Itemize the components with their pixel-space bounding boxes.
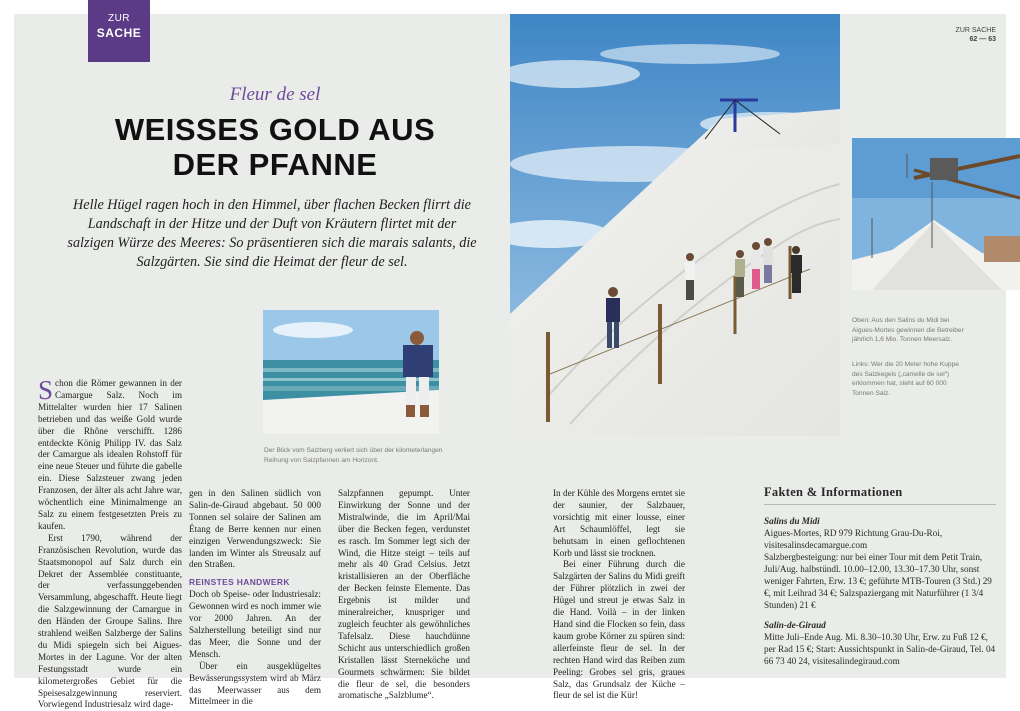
paragraph-text: chon die Römer gewannen in der Camargue Salz. Noch im Mittelalter wurden hier 17 Salinen betrieben und das weiße Gold wurde über die Rhône verschifft. 1286 entdeckte König Philipp IV. das Salz der Camargue als idealen Rohstoff für eine neue Steuer und führte die gabelle ein. Diese Salzsteuer zwang jeden Franzosen, der älter als acht Jahre war, wöchentlich eine Minimalmenge an Salz zu einem festgesetzten Preis zu kaufen. — [38, 378, 182, 531]
section-tag — [88, 0, 150, 62]
paragraph: gen in den Salinen südlich von Salin-de-Giraud abgebaut. 50 000 Tonnen sel solaire der Salinen am Étang de Berre kennen nur einen einzigen Verwendungszweck: Sie landen im Winter als Streusalz auf den Straßen. — [189, 488, 321, 570]
paragraph: Doch ob Speise- oder Industriesalz: Gewonnen wird es noch immer wie vor 2000 Jahren. An der Salzherstellung beteiligt sind nur das Meer, die Sonne und der Mensch. — [189, 589, 321, 659]
subheading: REINSTES HANDWERK — [189, 577, 290, 588]
paragraph: Erst 1790, während der Französischen Revolution, wurde das Staatsmonopol auf Salz durch ein Dekret der Assemblée constituante, der verfassunggebenden Versammlung, abgeschafft. Heute liegt die Salzgewinnung der Camargue in den Händen der Groupe Salins. Ihre strahlend weißen Salzberge der Salins du Midi spiegeln sich bei Aigues-Mortes in der Lagune. Vor der alten Festungsstadt wurde ein kilometergroßes Gebiet für die Speisesalzgewinnung reserviert. Vorwiegend Industriesalz wird dage- — [38, 532, 182, 710]
paragraph: Über ein ausgeklügeltes Bewässerungssystem wird ab März das Meerwasser aus dem Mittelmeer in die — [189, 660, 321, 707]
right-bottom-caption: Links: Wer die 20 Meter hohe Kuppe des Salzkegels („camelle de sel“) erklommen hat, steht auf 60 000 Tonnen Salz. — [852, 361, 959, 397]
salt-cone-photo — [852, 138, 1020, 290]
page-number — [956, 26, 996, 44]
paragraph — [38, 375, 182, 533]
article-lead: Helle Hügel ragen hoch in den Himmel, über flachen Becken flirrt die Landschaft in der Hitze und der Duft von Kräutern flirtet mit der salzigen Würze des Meeres: So präsentieren sich die marais salants, die Salzgärten. Sie sind die Heimat der fleur de sel. — [67, 197, 477, 270]
facts-text-3: Mitte Juli–Ende Aug. Mi. 8.30–10.30 Uhr, Erw. zu Fuß 12 €, per Rad 15 €; Start: Aussichtspunkt in Salin-de-Giraud, Tel. 04 66 73 40 24, visitesalindegiraud.com — [764, 632, 996, 666]
paragraph: Salzpfannen gepumpt. Unter Einwirkung der Sonne und der Mistralwinde, die im April/Mai über die Becken fegen, verdunstet es rasch. Im Sommer legt sich der Wind, die Hitze steigt – teils auf mehr als 40 Grad Celsius. Jetzt kristallisieren an der Oberfläche der Becken feinste Elemente. Das Ergebnis ist milder und mineralreicher, knuspriger und zugleich feuchter als gewöhnliches Tafelsalz. Diese hauchdünne Schicht aus unterschiedlich großen Kristallen lässt Sterneköche und Gourmets schwärmen: Sie bildet die fleur de sel, die besonders aromatische „Salzblume“. — [338, 488, 470, 701]
page-range: 62 — 63 — [969, 36, 996, 43]
dropcap: S — [38, 375, 54, 405]
salt-mountain-photo — [510, 14, 840, 436]
facts-heading: Fakten & Informationen — [764, 485, 903, 499]
text-column-1 — [38, 375, 182, 711]
facts-location-2: Salin-de-Giraud — [764, 620, 826, 630]
small-photo-caption: Der Blick vom Salzberg verliert sich über der kilometerlangen Reihung von Salzpfannen am Horizont. — [264, 447, 443, 464]
text-column-2 — [189, 488, 321, 708]
article-kicker: Fleur de sel — [229, 84, 321, 105]
facts-divider — [764, 504, 996, 505]
text-column-4 — [553, 488, 685, 702]
facts-location-1: Salins du Midi — [764, 516, 820, 526]
headline-line1: WEISSES GOLD AUS — [114, 112, 436, 147]
section-tag-line2: SACHE — [96, 26, 142, 40]
article-headline — [100, 112, 450, 182]
right-top-caption: Oben: Aus den Salins du Midi bei Aigues-Mortes gewinnen die Betreiber jährlich 1,6 Mio. Tonnen Meersalz. — [852, 317, 964, 343]
headline-line2: DER PFANNE — [172, 147, 378, 182]
salt-pans-photo — [263, 310, 439, 434]
facts-text-1: Aigues-Mortes, RD 979 Richtung Grau-Du-Roi, visitesalinsdecamargue.com — [764, 528, 943, 550]
text-column-3 — [338, 488, 470, 702]
facts-box — [764, 486, 996, 667]
section-tag-line1: ZUR — [107, 13, 131, 24]
page-section-label: ZUR SACHE — [955, 27, 996, 34]
paragraph: In der Kühle des Morgens erntet sie der saunier, der Salzbauer, vorsichtig mit einer lousse, einer Art Schaumlöffel, legt sie behutsam in einen geflochtenen Korb und lässt sie trocknen. — [553, 488, 685, 558]
facts-text-2: Salzbergbesteigung: nur bei einer Tour mit dem Petit Train, Juli/Aug. halbstündl. 10.00–12.00, 13.30–17.30 Uhr, sonst weniger Fahrten, Erw. 13 €; geführte MTB-Touren (3 Std.) 29 €, mit Leihrad 34 €; Salzspaziergang mit Naturführer (1 3/4 Stunden) 21 € — [764, 552, 992, 610]
paragraph: Bei einer Führung durch die Salzgärten der Salins du Midi greift der Führer plötzlich in zwei der Hügel und streut je etwas Salz in die Hand. Voilà – in der linken Hand sind die Flocken so fein, dass kaum grobe Körner zu spüren sind: allerfeinste fleur de sel. In der rechten Hand wird das Reiben zum Peeling: Grobes sel gris, graues Salz, das Grundsalz der Küche – fleur de sel ist die Kür! — [553, 559, 685, 701]
